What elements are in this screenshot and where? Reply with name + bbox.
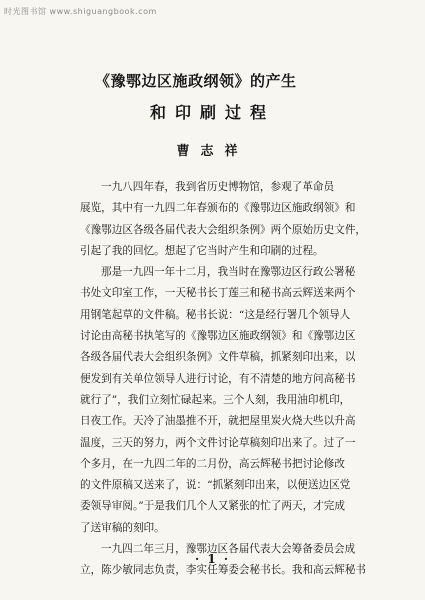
article-body [80,177,398,582]
text-line: 了送审稿的刻印。 [80,521,165,534]
text-line: 讨论由高秘书执笔写的《豫鄂边区施政纲领》和《豫鄂边区 [80,330,356,343]
text-line: 一九四二年三月，豫鄂边区各届代表大会筹备委员会成 [101,543,356,556]
text-line: 立，陈少敏同志负责，李实任筹委会秘书长。我和高云辉秘书 [80,564,367,577]
text-line: 的文件原稿又送来了，说：“抓紧刻印出来，以便送边区党 [80,479,351,492]
author-name: 曹志祥 [176,144,249,159]
text-line: 个多月，在一九四二年的二月份，高云辉秘书把讨论修改 [80,457,345,470]
text-line: 用钢笔起草的文件稿。秘书长说：“这是经行署几个领导人 [80,308,351,321]
text-line: 就行了”，我们立刻忙碌起来。三个人刻，我用油印机印， [80,393,351,406]
text-line: 便发到有关单位领导人进行讨论，有不清楚的地方问高秘书 [80,372,356,385]
text-line: 日夜工作。天冷了油墨推不开，就把屋里炭火烧大些以升高 [80,415,356,428]
text-line: 引起了我的回忆。想起了它当时产生和印刷的过程。 [80,244,324,257]
page-number: · 1 · [194,552,231,566]
text-line: 《豫鄂边区各级各届代表大会组织条例》两个原始历史文件， [80,223,367,236]
watermark-text: 时光图书馆 www.shiguangbook.com [4,7,157,16]
article-title-line-2: 和印刷过程 [149,103,275,122]
text-line: 那是一九四一年十二月，我当时在豫鄂边区行政公署秘 [101,266,356,279]
text-line: 书处文印室工作，一天秘书长丁莲三和秘书高云辉送来两个 [80,287,356,300]
text-line: 各级各届代表大会组织条例》文件草稿，抓紧刻印出来，以 [80,351,356,364]
article-title-line-1: 《豫鄂边区施政纲领》的产生 [95,72,297,90]
text-line: 一九八四年春，我到省历史博物馆，参观了革命员 [101,181,335,193]
text-line: 展览，其中有一九四二年春颁布的《豫鄂边区施政纲领》和 [80,202,356,215]
text-line: 温度，三天的努力，两个文件讨论草稿刻印出来了。过了一 [80,436,356,449]
text-line: 委领导审阅。”于是我们几个人又紧张的忙了两天，才完成 [80,500,345,513]
